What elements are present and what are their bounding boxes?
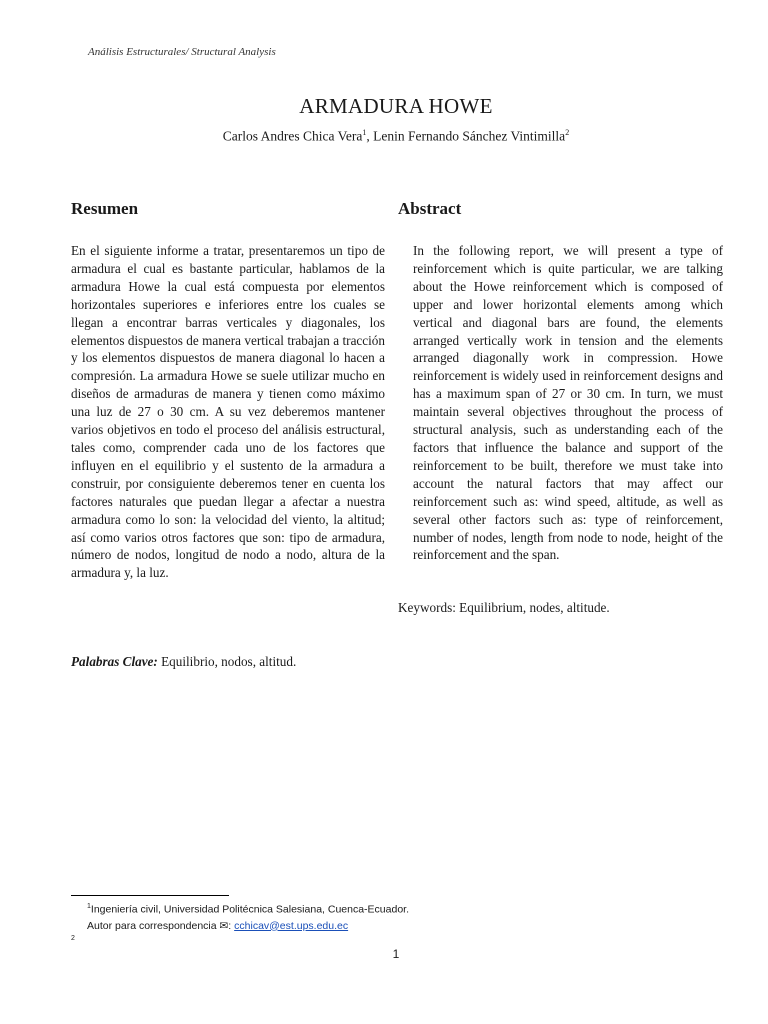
abstract-paragraph: In the following report, we will present a type of reinforcement which is quite particular, we are talking about the Howe reinforcement which is composed of upper and lower horizontal elements among which vertical and diagonal bars are found, the elements arranged vertically work in tension and the elements arranged diagonally work in compression. Howe reinforcement is widely used in reinforcement designs and has a maximum span of 27 or 30 cm. In turn, we must maintain several objectives throughout the process of structural analysis, such as understanding each of the factors that influence the balance and support of the reinforcement to be built, therefore we must take into account the natural factors that may affect our reinforcement such as: wind speed, altitude, as well as several other factors such as: type of reinforcement, number of nodes, length from node to node, height of the reinforcement and the span. [413,243,723,563]
author-affiliation-mark-2: 2 [565,128,570,137]
palabras-clave-values: Equilibrio, nodos, altitud. [157,654,297,669]
contact-label: Autor para correspondencia ✉: [87,919,235,932]
paper-title: ARMADURA HOWE [299,94,493,118]
running-header: Análisis Estructurales/ Structural Analysis [88,46,276,58]
author-affiliation-mark-1: 1 [362,128,367,137]
author-line [0,128,768,145]
email-link[interactable]: cchicav@est.ups.edu.ec [234,919,349,932]
footnote-1-mark: 1 [87,903,91,910]
page-number: 1 [392,947,400,961]
footnote-1-text: Ingeniería civil, Universidad Politécnica Salesiana, Cuenca-Ecuador. [90,903,409,916]
footnote-divider [71,895,229,896]
resumen-paragraph: En el siguiente informe a tratar, presentaremos un tipo de armadura el cual es bastante particular, hablamos de la armadura Howe la cual está compuesta por elementos horizontales superiores e inferiores entre los cuales se llegan a encontrar barras verticales y diagonales, los elementos dispuestos de manera vertical trabajan a tracción y los elementos dispuestos de manera diagonal lo hacen a compresión. La armadura Howe se suele utilizar mucho en diseños de armaduras de manera y tienen como máximo una luz de 27 o 30 cm. A su vez deberemos mantener varios objetivos en todo el proceso del análisis estructural, tales como, comprender cada uno de los factores que influyen en el equilibrio y el sustento de la armadura a construir, por consiguiente deberemos tener en cuenta los factores naturales que puedan llegar a afectar a nuestra armadura como lo son: la velocidad del viento, la altitud; así como varios otros factores que son: tipo de armadura, número de nodos, longitud de nodo a nodo, altura de la armadura y, la luz. [71,243,385,581]
resumen-heading: Resumen [71,199,139,218]
footnotes [71,899,409,944]
resumen-body [71,242,385,582]
footnote-1 [71,899,409,918]
author-separator: , [366,128,374,144]
abstract-heading: Abstract [398,199,462,218]
author-name-2: Lenin Fernando Sánchez Vintimilla [373,128,566,144]
author-name-1: Carlos Andres Chica Vera [222,128,363,144]
footnote-2-mark: 2 [71,934,75,942]
palabras-clave-label: Palabras Clave: [71,654,158,669]
abstract-body [413,242,723,564]
resumen-keywords [71,654,296,670]
abstract-keywords: Keywords: Equilibrium, nodes, altitude. [398,600,610,615]
footnote-1-contact [71,918,409,934]
